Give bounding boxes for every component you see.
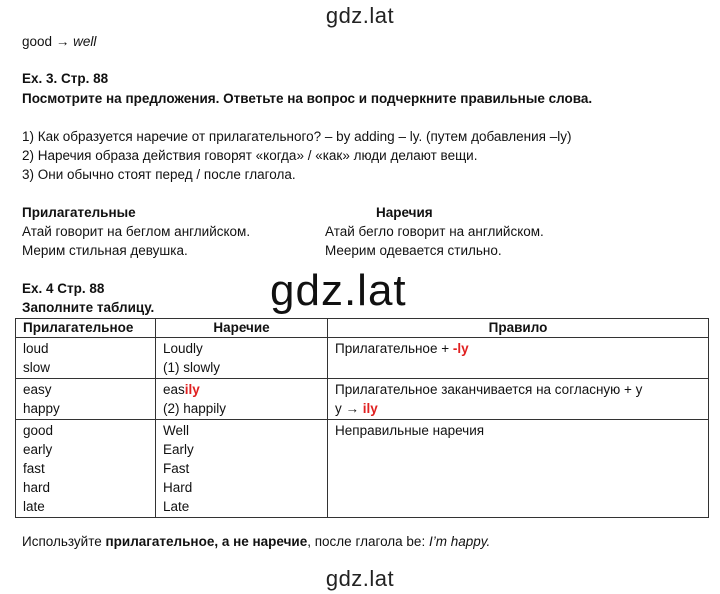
column-header-adjective: Прилагательное <box>16 319 156 338</box>
ex3-instruction: Посмотрите на предложения. Ответьте на вопрос и подчеркните правильные слова. <box>22 91 593 106</box>
rule-text: Прилагательное + <box>335 341 453 356</box>
adjective-item: good <box>23 423 54 438</box>
table-row <box>16 379 709 420</box>
adjective-item: late <box>23 499 45 514</box>
footer-middle: , после глагола be: <box>307 534 429 549</box>
adjective-sentence: Атай говорит на беглом английском. <box>22 224 251 239</box>
ex3-answer-1: 1) Как образуется наречие от прилагательного? – by adding – ly. (путем добавления –ly) <box>22 129 572 144</box>
adjective-item: fast <box>23 461 45 476</box>
ex3-answer-3: 3) Они обычно стоят перед / после глагола. <box>22 167 296 182</box>
adjective-item: happy <box>23 401 60 416</box>
footer-note <box>22 534 490 549</box>
table-header-row <box>16 319 709 338</box>
highlighted-suffix: ily <box>362 401 378 416</box>
adverb-cell <box>156 379 328 420</box>
adjective-sentence: Мерим стильная девушка. <box>22 243 188 258</box>
adjective-item: hard <box>23 480 51 495</box>
rule-text: y → <box>335 401 363 416</box>
table-row <box>16 338 709 379</box>
rule-cell <box>328 338 709 379</box>
intro-word: good <box>22 34 53 49</box>
adjective-item: loud <box>23 341 49 356</box>
adjective-item: slow <box>23 360 51 375</box>
rule-cell <box>328 379 709 420</box>
adjective-cell <box>16 379 156 420</box>
rule-line <box>335 399 701 418</box>
rule-line: Прилагательное заканчивается на согласную + y <box>335 382 643 397</box>
adjective-cell <box>16 338 156 379</box>
adverb-sentence: Меерим одевается стильно. <box>325 243 502 258</box>
footer-start: Используйте <box>22 534 106 549</box>
footer-bold: прилагательное, а не наречие <box>105 534 308 549</box>
adverb-cell <box>156 338 328 379</box>
adverbs-table <box>15 318 709 518</box>
adverb-item: (1) slowly <box>163 360 221 375</box>
adjective-item: early <box>23 442 53 457</box>
highlighted-suffix: -ly <box>452 341 469 356</box>
watermark-center: gdz.lat <box>270 266 407 315</box>
adverb-stem: eas <box>163 382 185 397</box>
ex4-instruction: Заполните таблицу. <box>22 300 155 315</box>
adverb-cell <box>156 420 328 518</box>
table-row <box>16 420 709 518</box>
highlighted-suffix: ily <box>184 382 200 397</box>
adjective-item: easy <box>23 382 52 397</box>
intro-line <box>22 34 96 49</box>
adverb-item: Late <box>163 499 190 514</box>
intro-result: well <box>73 34 97 49</box>
adjective-cell <box>16 420 156 518</box>
rule-line: Неправильные наречия <box>335 423 485 438</box>
adverb-item: Well <box>163 423 190 438</box>
adverb-item: (2) happily <box>163 401 227 416</box>
rule-line <box>335 339 701 358</box>
ex4-header: Ex. 4 Стр. 88 <box>22 281 105 296</box>
column-header-adverb: Наречие <box>156 319 328 338</box>
watermark-bottom: gdz.lat <box>325 566 395 591</box>
rule-cell <box>328 420 709 518</box>
adverb-item: Early <box>163 442 194 457</box>
adverb-item: Fast <box>163 461 190 476</box>
ex3-header: Ex. 3. Стр. 88 <box>22 71 109 86</box>
adverb-sentence: Атай бегло говорит на английском. <box>325 224 544 239</box>
footer-example: I’m happy. <box>428 534 491 549</box>
ex3-answer-2: 2) Наречия образа действия говорят «когда» / «как» люди делают вещи. <box>22 148 478 163</box>
watermark-top: gdz.lat <box>325 3 395 28</box>
arrow-icon: → <box>55 34 70 49</box>
adverb-item: Hard <box>163 480 193 495</box>
column-header-rule: Правило <box>328 319 709 338</box>
adverb-item <box>163 380 320 399</box>
adjectives-header: Прилагательные <box>22 205 136 220</box>
adverbs-header: Наречия <box>376 205 433 220</box>
adverb-item: Loudly <box>163 341 203 356</box>
